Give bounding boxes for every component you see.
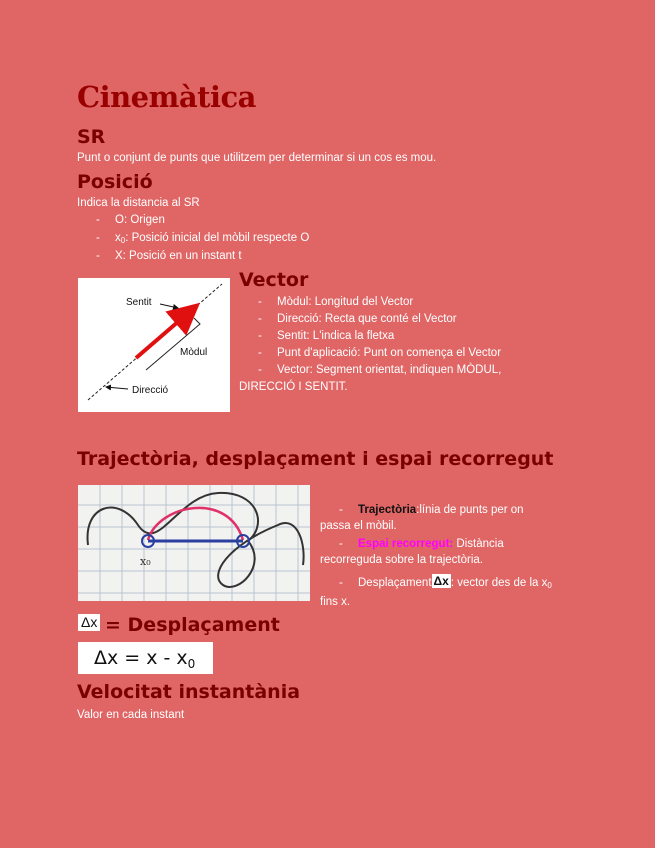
- list-item: - O: Origen: [96, 214, 165, 226]
- vector-diagram-image: [78, 278, 230, 412]
- delta-x-box: Δx: [433, 574, 449, 588]
- list-item: - Desplaçament Δx : vector des de la $x_0$: [339, 574, 552, 590]
- sr-text: Punt o conjunt de punts que utilitzem per determinar si un cos es mou.: [77, 152, 437, 164]
- list-item: - Trajectòria:línia de punts per on: [339, 504, 524, 516]
- list-item: - $x_0$: Posició inicial del mòbil respecte O: [96, 232, 310, 245]
- list-item: - Espai recorregut: Distància: [339, 538, 504, 550]
- trajectory-sketch-image: [78, 485, 310, 601]
- list-item-continuation: passa el mòbil.: [320, 520, 397, 532]
- list-item: - Vector: Segment orientat, indiquen MÒDUL,: [258, 364, 502, 376]
- trajectoria-heading: Trajectòria, desplaçament i espai recorregut: [77, 448, 554, 470]
- sr-heading: SR: [77, 126, 106, 148]
- posicio-text: Indica la distancia al SR: [77, 197, 200, 209]
- svg-text:x₀: x₀: [140, 555, 151, 568]
- svg-text:Mòdul: Mòdul: [180, 347, 208, 358]
- list-item-continuation: DIRECCIÓ I SENTIT.: [239, 381, 348, 393]
- page-title: Cinemàtica: [77, 80, 256, 114]
- displacement-formula: $\Delta x = x - x_0$: [78, 642, 213, 674]
- vector-heading: Vector: [239, 269, 309, 291]
- list-item: - Sentit: L'indica la fletxa: [258, 330, 395, 342]
- posicio-heading: Posició: [77, 171, 153, 193]
- list-item: - X: Posició en un instant t: [96, 250, 242, 262]
- list-item-continuation: recorreguda sobre la trajectòria.: [320, 554, 483, 566]
- svg-text:Sentit: Sentit: [126, 297, 152, 308]
- delta-x-box: Δx: [78, 614, 100, 631]
- list-item: - Mòdul: Longitud del Vector: [258, 296, 414, 308]
- velocitat-text: Valor en cada instant: [77, 709, 185, 721]
- list-item-continuation: fins x.: [320, 596, 351, 608]
- list-item: - Punt d'aplicació: Punt on comença el Vector: [258, 347, 502, 359]
- svg-text:Direcció: Direcció: [132, 385, 169, 396]
- list-item: - Direcció: Recta que conté el Vector: [258, 313, 457, 325]
- velocitat-heading: Velocitat instantània: [77, 681, 301, 703]
- desplacament-heading: = Desplaçament: [105, 614, 280, 636]
